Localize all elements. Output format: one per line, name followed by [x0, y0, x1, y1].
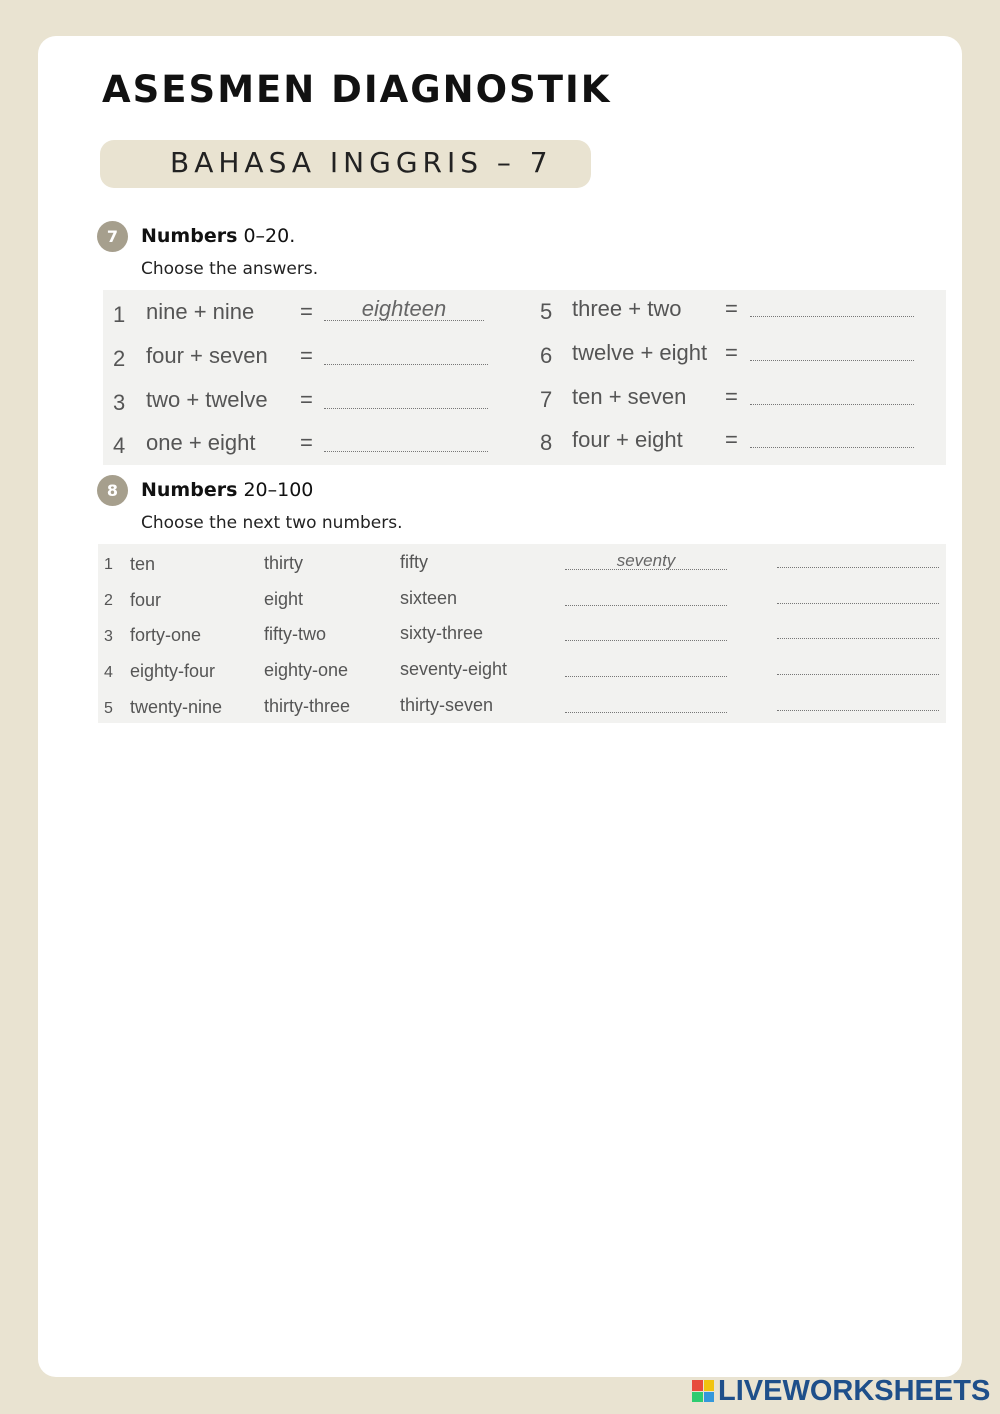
answer-blank[interactable]	[777, 603, 939, 604]
item-number: 7	[540, 387, 553, 412]
answer-blank[interactable]	[565, 676, 727, 677]
sequence-term: fifty-two	[264, 624, 327, 644]
row-number: 5	[104, 700, 113, 717]
subject-banner	[100, 140, 591, 188]
answer-blank[interactable]	[750, 404, 914, 405]
item-number: 4	[113, 433, 126, 458]
sequence-term: eight	[264, 589, 304, 609]
liveworksheets-logo[interactable]	[692, 1374, 990, 1408]
sequence-term: twenty-nine	[130, 697, 223, 717]
section-8-heading-bold: Numbers	[141, 479, 238, 501]
answer-blank[interactable]	[324, 408, 488, 409]
section-8-heading-range: 20–100	[237, 479, 314, 501]
equals-sign: =	[725, 384, 738, 409]
row-number: 3	[104, 628, 113, 645]
item-number: 2	[113, 346, 126, 371]
section-7-heading-bold: Numbers	[141, 225, 238, 247]
item-expression: four + seven	[146, 343, 268, 368]
equals-sign: =	[725, 296, 738, 321]
answer-blank[interactable]	[750, 316, 914, 317]
sequence-term: thirty	[264, 553, 304, 573]
section-7-badge: 7	[97, 221, 128, 252]
sequence-term: forty-one	[130, 625, 202, 645]
sequence-term: seventy-eight	[400, 659, 508, 679]
section-7-exercise-panel	[103, 290, 946, 465]
section-7-heading	[141, 225, 295, 247]
answer-value[interactable]: eighteen	[361, 296, 447, 321]
answer-blank[interactable]	[750, 447, 914, 448]
page-title: ASESMEN DIAGNOSTIK	[102, 68, 612, 111]
answer-blank[interactable]	[777, 638, 939, 639]
answer-value[interactable]: seventy	[616, 551, 676, 570]
item-expression: nine + nine	[146, 299, 255, 324]
item-number: 1	[113, 302, 126, 327]
item-number: 8	[540, 430, 553, 455]
row-number: 1	[104, 556, 113, 573]
answer-blank[interactable]	[565, 640, 727, 641]
equals-sign: =	[725, 340, 738, 365]
section-8-instruction: Choose the next two numbers.	[141, 513, 403, 533]
item-number: 3	[113, 390, 126, 415]
sequence-term: eighty-four	[130, 661, 216, 681]
item-expression: two + twelve	[146, 387, 268, 412]
row-number: 4	[104, 664, 113, 681]
answer-blank[interactable]	[777, 674, 939, 675]
item-expression: four + eight	[572, 427, 683, 452]
item-number: 5	[540, 299, 553, 324]
logo-text: LIVEWORKSHEETS	[718, 1374, 991, 1407]
sequence-term: thirty-three	[264, 696, 351, 716]
sequence-term: thirty-seven	[400, 695, 494, 715]
item-expression: three + two	[572, 296, 682, 321]
answer-blank[interactable]	[324, 364, 488, 365]
answer-blank[interactable]	[324, 451, 488, 452]
sequence-term: sixty-three	[400, 623, 484, 643]
equals-sign: =	[300, 299, 313, 324]
section-8-heading	[141, 479, 313, 501]
section-7-heading-range: 0–20.	[237, 225, 296, 247]
answer-blank[interactable]	[750, 360, 914, 361]
logo-square	[692, 1380, 703, 1391]
answer-blank[interactable]	[565, 712, 727, 713]
subject-label: BAHASA INGGRIS – 7	[170, 146, 553, 179]
logo-square	[704, 1392, 715, 1403]
section-7-instruction: Choose the answers.	[141, 259, 319, 279]
equals-sign: =	[300, 343, 313, 368]
equals-sign: =	[300, 430, 313, 455]
answer-blank[interactable]	[777, 710, 939, 711]
item-expression: twelve + eight	[572, 340, 708, 365]
equals-sign: =	[300, 387, 313, 412]
logo-square	[704, 1380, 715, 1391]
sequence-term: four	[130, 590, 162, 610]
equals-sign: =	[725, 427, 738, 452]
item-number: 6	[540, 343, 553, 368]
sequence-term: sixteen	[400, 588, 458, 608]
section-8-badge: 8	[97, 475, 128, 506]
item-expression: one + eight	[146, 430, 256, 455]
logo-square	[692, 1392, 703, 1403]
sequence-term: fifty	[400, 552, 429, 572]
answer-blank[interactable]	[565, 605, 727, 606]
answer-blank[interactable]	[777, 567, 939, 568]
sequence-term: eighty-one	[264, 660, 349, 680]
logo-squares-icon	[692, 1380, 714, 1402]
row-number: 2	[104, 592, 113, 609]
sequence-term: ten	[130, 554, 156, 574]
item-expression: ten + seven	[572, 384, 687, 409]
section-8-exercise-panel	[98, 544, 946, 723]
